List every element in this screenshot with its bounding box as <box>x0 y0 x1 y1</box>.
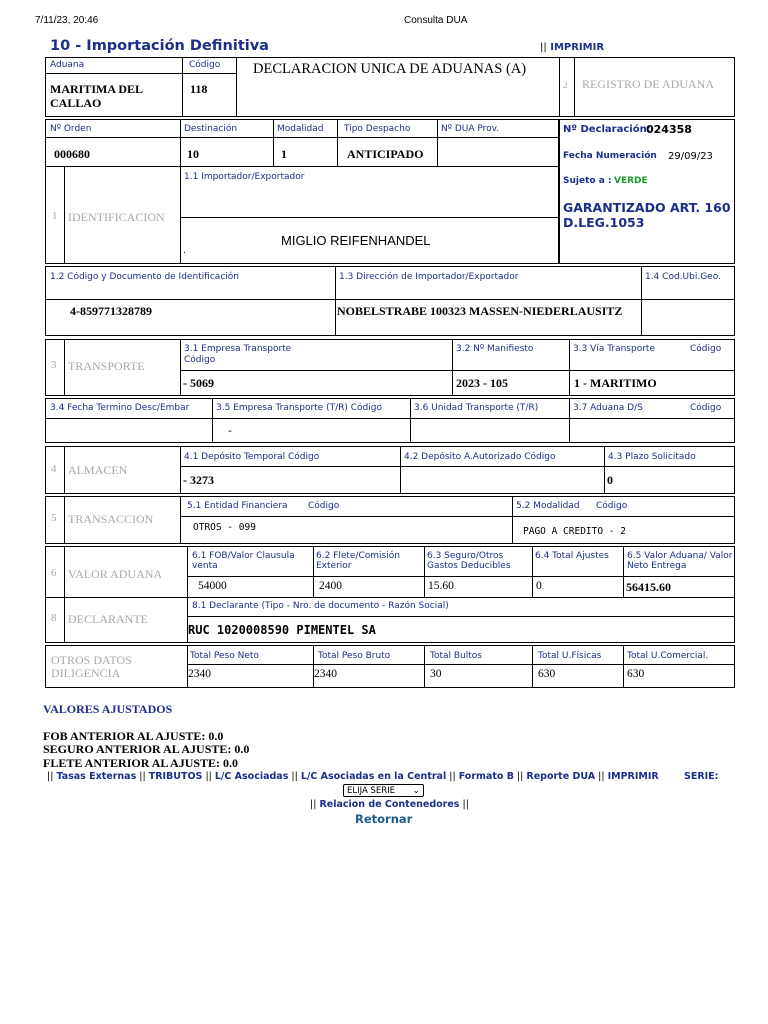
modalidad-pago-value: PAGO A CREDITO - 2 <box>523 526 626 537</box>
fecha-termino-label: 3.4 Fecha Termino Desc/Embar <box>50 403 190 413</box>
serie-label: SERIE: <box>684 771 719 782</box>
declarante-sub-label: 8.1 Declarante (Tipo - Nro. de documento - Razón Social) <box>192 601 449 611</box>
garantizado-text: GARANTIZADO ART. 160 D.LEG.1053 <box>563 200 731 230</box>
dua-prov-label: Nº DUA Prov. <box>441 124 500 134</box>
importador-dot: . <box>183 246 186 256</box>
fecha-num-value: 29/09/23 <box>668 151 713 162</box>
total-ajustes-label: 6.4 Total Ajustes <box>535 551 609 561</box>
transporte-label: TRANSPORTE <box>68 359 145 373</box>
fecha-num-label: Fecha Numeración <box>563 151 657 161</box>
otros-datos-label: OTROS DATOS DILIGENCIA <box>51 653 132 680</box>
flete-ajuste: FLETE ANTERIOR AL AJUSTE: 0.0 <box>43 756 239 770</box>
identificacion-label: IDENTIFICACION <box>68 210 165 224</box>
plazo-label: 4.3 Plazo Solicitado <box>608 452 696 462</box>
entidad-financiera-codigo: Código <box>308 501 340 511</box>
total-ucomercial-label: Total U.Comercial. <box>627 651 709 661</box>
via-transporte-codigo: Código <box>690 344 722 354</box>
lc-asociadas-central-link[interactable]: L/C Asociadas en la Central <box>300 771 447 782</box>
print-page-title: Consulta DUA <box>404 15 468 26</box>
identificacion-num: 1 <box>52 210 58 222</box>
almacen-num: 4 <box>51 463 57 475</box>
valor-aduana-total-value: 56415.60 <box>626 580 671 594</box>
fob-value: 54000 <box>198 580 227 592</box>
contenedores-row: || Relacion de Contenedores || <box>310 799 469 810</box>
aduana-codigo-label: Código <box>189 60 221 70</box>
manifiesto-value: 2023 - 105 <box>456 376 508 390</box>
valores-ajustados-title: VALORES AJUSTADOS <box>43 702 173 716</box>
imprimir-link[interactable]: IMPRIMIR <box>607 771 659 782</box>
orden-label: Nº Orden <box>50 124 92 134</box>
deposito-autorizado-label: 4.2 Depósito A.Autorizado Código <box>404 452 556 462</box>
entidad-financiera-value: OTROS - 099 <box>193 522 256 533</box>
seguro-label: 6.3 Seguro/Otros Gastos Deducibles <box>427 551 511 571</box>
almacen-label: ALMACEN <box>68 463 128 477</box>
direccion-value: NOBELSTRABE 100323 MASSEN-NIEDERLAUSITZ <box>337 304 623 318</box>
aduana-ds-label: 3.7 Aduana D/S <box>573 403 643 413</box>
tipo-despacho-label: Tipo Despacho <box>344 124 411 134</box>
destinacion-value: 10 <box>187 147 199 161</box>
ubigeo-label: 1.4 Cod.Ubi.Geo. <box>645 272 721 282</box>
modalidad-pago-label: 5.2 Modalidad <box>516 501 580 511</box>
peso-bruto-label: Total Peso Bruto <box>318 651 391 661</box>
imprimir-top-label: IMPRIMIR <box>550 42 605 53</box>
fob-label: 6.1 FOB/Valor Clausula venta <box>192 551 295 571</box>
retornar-link[interactable]: Retornar <box>355 812 413 826</box>
destinacion-label: Destinación <box>184 124 238 134</box>
aduana-ds-codigo: Código <box>690 403 722 413</box>
page-title: 10 - Importación Definitiva <box>50 38 269 54</box>
declaracion-box <box>558 119 735 264</box>
empresa-tr-label: 3.5 Empresa Transporte (T/R) Código <box>216 403 382 413</box>
orden-value: 000680 <box>54 147 90 161</box>
peso-bruto-value: 2340 <box>314 668 337 680</box>
peso-neto-value: 2340 <box>188 668 211 680</box>
links-bar: || Tasas Externas || TRIBUTOS || L/C Asociadas || L/C Asociadas en la Central || Formato B || Reporte DUA || IMPRIMIR <box>47 771 659 782</box>
declarante-num: 8 <box>51 612 57 624</box>
entidad-financiera-label: 5.1 Entidad Financiera <box>187 501 288 511</box>
via-transporte-label: 3.3 Vía Transporte <box>573 344 655 354</box>
declarante-value: RUC 1020008590 PIMENTEL SA <box>188 623 376 637</box>
declarante-label: DECLARANTE <box>68 612 148 626</box>
declaracion-value: 024358 <box>646 123 692 136</box>
total-ufisicas-label: Total U.Físicas <box>538 651 602 661</box>
doc-ident-value: 4-859771328789 <box>70 304 152 318</box>
flete-value: 2400 <box>319 580 342 592</box>
valor-aduana-num: 6 <box>51 567 57 579</box>
total-ufisicas-value: 630 <box>538 668 556 680</box>
lc-asociadas-link[interactable]: L/C Asociadas <box>214 771 289 782</box>
importador-value: MIGLIO REIFENHANDEL <box>281 233 431 248</box>
total-ucomercial-value: 630 <box>627 668 645 680</box>
registro-label: REGISTRO DE ADUANA <box>582 77 714 91</box>
empresa-tr-value: - <box>228 424 232 437</box>
tasas-externas-link[interactable]: Tasas Externas <box>56 771 137 782</box>
imprimir-top-link[interactable] <box>540 42 604 53</box>
total-ajustes-value: 0 <box>536 580 542 592</box>
modalidad-label: Modalidad <box>277 124 324 134</box>
transporte-num: 3 <box>51 359 57 371</box>
separator: || <box>540 42 547 53</box>
valor-aduana-label: VALOR ADUANA <box>68 567 163 581</box>
transaccion-label: TRANSACCION <box>68 512 154 526</box>
transaccion-num: 5 <box>51 512 57 524</box>
empresa-transporte-label: 3.1 Empresa Transporte <box>184 344 292 354</box>
empresa-transporte-value: - 5069 <box>183 376 214 390</box>
print-datetime: 7/11/23, 20:46 <box>35 15 99 26</box>
registro-num: 2 <box>563 80 568 90</box>
sujeto-value: VERDE <box>614 176 648 186</box>
seguro-value: 15.60 <box>428 580 454 592</box>
valor-aduana-total-label: 6.5 Valor Aduana/ Valor Neto Entrega <box>627 551 733 571</box>
sujeto-label: Sujeto a : <box>563 176 612 186</box>
unidad-transporte-label: 3.6 Unidad Transporte (T/R) <box>414 403 539 413</box>
formato-b-link[interactable]: Formato B <box>458 771 514 782</box>
doc-ident-label: 1.2 Código y Documento de Identificación <box>50 272 239 282</box>
manifiesto-label: 3.2 Nº Manifiesto <box>456 344 534 354</box>
direccion-label: 1.3 Dirección de Importador/Exportador <box>339 272 519 282</box>
relacion-contenedores-link[interactable]: Relacion de Contenedores <box>319 799 460 810</box>
total-bultos-label: Total Bultos <box>430 651 482 661</box>
aduana-value: MARITIMA DEL CALLAO <box>50 82 143 110</box>
importador-label: 1.1 Importador/Exportador <box>184 172 305 182</box>
modalidad-value: 1 <box>281 147 287 161</box>
empresa-transporte-codigo: Código <box>184 355 216 365</box>
aduana-codigo-value: 118 <box>190 82 208 96</box>
declaracion-label: Nº Declaración: <box>563 124 651 135</box>
flete-label: 6.2 Flete/Comisión Exterior <box>316 551 400 571</box>
aduana-label: Aduana <box>50 60 85 70</box>
chevron-down-icon: ⌄ <box>412 786 420 796</box>
plazo-value: 0 <box>607 473 613 487</box>
reporte-dua-link[interactable]: Reporte DUA <box>526 771 596 782</box>
dua-title: DECLARACION UNICA DE ADUANAS (A) <box>253 61 527 77</box>
deposito-temporal-value: - 3273 <box>183 473 214 487</box>
deposito-temporal-label: 4.1 Depósito Temporal Código <box>184 452 320 462</box>
fob-ajuste: FOB ANTERIOR AL AJUSTE: 0.0 <box>43 729 224 743</box>
seguro-ajuste: SEGURO ANTERIOR AL AJUSTE: 0.0 <box>43 742 250 756</box>
via-transporte-value: 1 - MARITIMO <box>574 376 657 390</box>
serie-select-value: ELIJA SERIE <box>347 786 396 796</box>
modalidad-pago-codigo: Código <box>596 501 628 511</box>
total-bultos-value: 30 <box>430 668 442 680</box>
serie-select[interactable] <box>343 784 424 797</box>
tipo-despacho-value: ANTICIPADO <box>347 147 424 161</box>
peso-neto-label: Total Peso Neto <box>190 651 259 661</box>
tributos-link[interactable]: TRIBUTOS <box>148 771 203 782</box>
